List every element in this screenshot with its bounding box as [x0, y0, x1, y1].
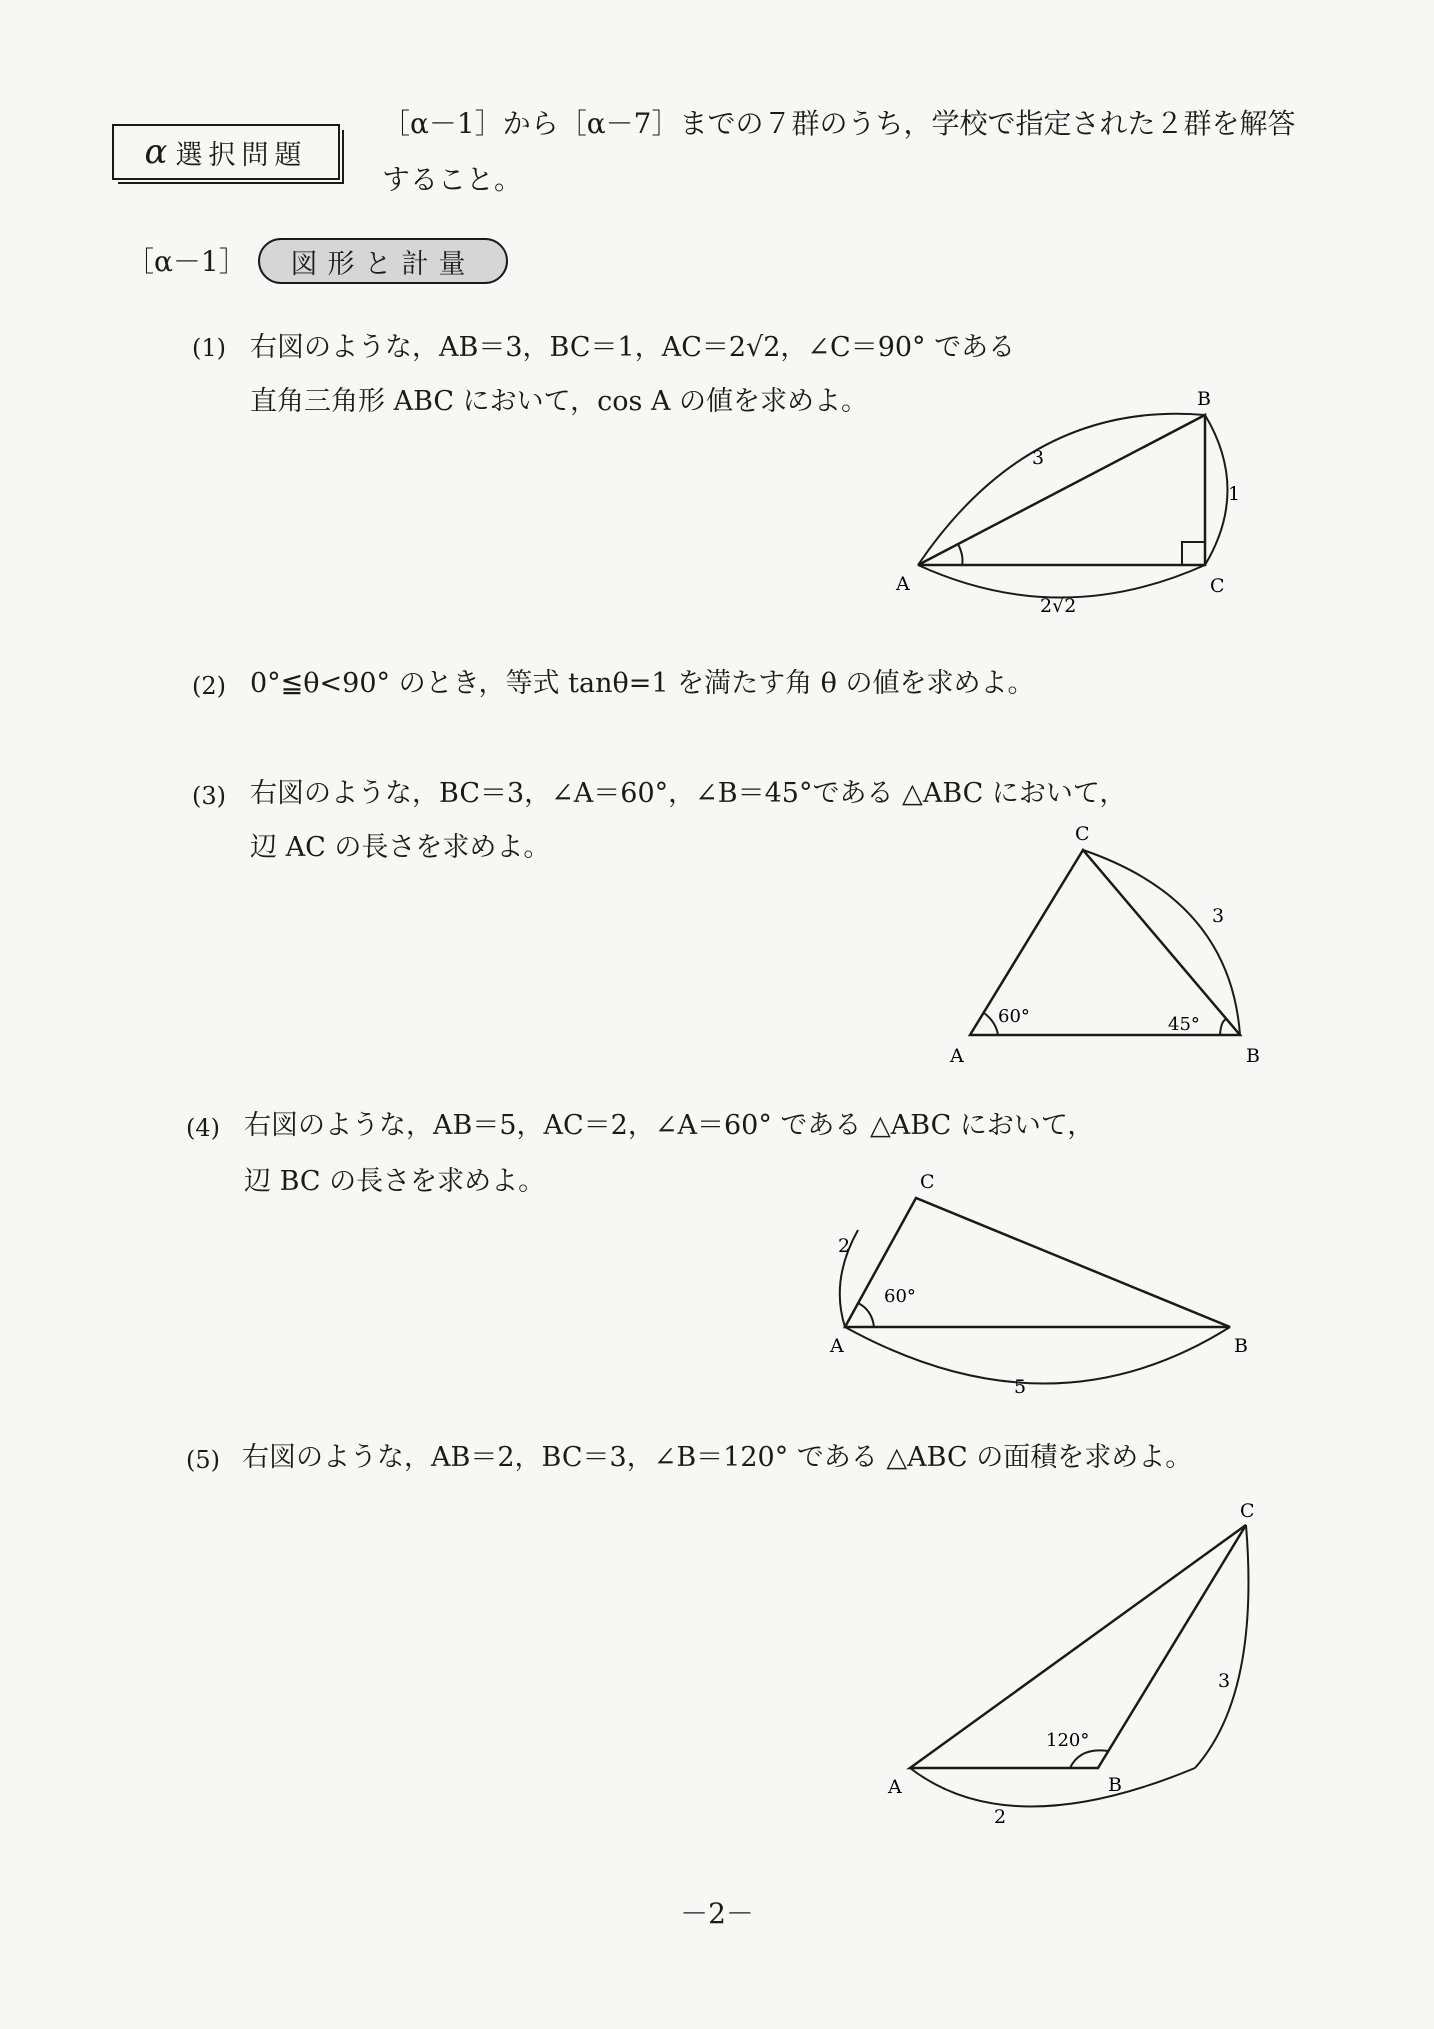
problem-1-line-2: 直角三角形 ABC において，cos A の値を求めよ。 [250, 386, 869, 417]
fig3-label-angle-b: 45° [1168, 1014, 1200, 1035]
fig4-arc-ab [845, 1327, 1230, 1384]
fig1-label-ac: 2√2 [1040, 595, 1077, 617]
fig1-right-angle [1182, 542, 1205, 565]
section-title: 選択問題 [175, 139, 308, 171]
section-alpha: α [144, 132, 168, 172]
fig3-angle-a [984, 1013, 998, 1035]
fig5-label-c: C [1240, 1500, 1255, 1522]
fig1-label-ab: 3 [1032, 447, 1045, 469]
fig3-label-angle-a: 60° [998, 1006, 1030, 1027]
problem-1-line-1: 右図のような，AB＝3，BC＝1，AC＝2√2，∠C＝90° である [250, 332, 1016, 363]
fig4-label-ac: 2 [838, 1235, 851, 1257]
page-number: －2－ [680, 1897, 754, 1930]
problem-5-number: (5) [186, 1446, 220, 1474]
problem-3-number: (3) [192, 782, 226, 810]
problem-2-line-1: 0°≦θ<90° のとき，等式 tanθ=1 を満たす角 θ の値を求めよ。 [250, 668, 1035, 699]
problem-3-figure [930, 820, 1260, 1070]
problem-3-line-2: 辺 AC の長さを求めよ。 [250, 832, 551, 863]
fig1-arc-ac [918, 565, 1205, 598]
fig5-label-ab: 2 [994, 1806, 1007, 1828]
problem-5-figure [880, 1495, 1280, 1835]
problem-5-line-1: 右図のような，AB＝2，BC＝3，∠B＝120° である △ABC の面積を求めよ。 [242, 1442, 1193, 1473]
fig1-label-b: B [1197, 388, 1211, 410]
problem-1-figure [880, 380, 1260, 630]
intro-line-2: すること。 [382, 163, 523, 196]
fig3-label-bc: 3 [1212, 905, 1225, 927]
problem-2-number: (2) [192, 672, 226, 700]
fig1-label-a: A [896, 573, 910, 595]
section-title-box [112, 124, 340, 180]
fig4-angle-a [858, 1303, 874, 1327]
intro-line-1: ［α－1］から［α－7］までの７群のうち，学校で指定された２群を解答 [382, 107, 1296, 140]
fig1-angle-a [958, 544, 963, 565]
problem-4-line-2: 辺 BC の長さを求めよ。 [244, 1166, 546, 1197]
fig5-label-a: A [888, 1776, 902, 1798]
fig4-label-angle-a: 60° [884, 1286, 916, 1307]
fig3-label-c: C [1075, 823, 1090, 845]
fig5-label-b: B [1108, 1774, 1122, 1796]
fig5-label-bc: 3 [1218, 1670, 1231, 1692]
fig3-label-b: B [1246, 1045, 1260, 1067]
fig4-label-ab: 5 [1014, 1376, 1027, 1398]
fig5-arc-ab [910, 1768, 1195, 1807]
problem-1-number: (1) [192, 334, 226, 362]
fig1-label-c: C [1210, 575, 1225, 597]
group-label: ［α－1］ [126, 245, 247, 278]
group-title-pill: 図形と計量 [258, 238, 508, 284]
fig1-arc-bc [1205, 415, 1228, 565]
problem-3-line-1: 右図のような，BC＝3，∠A＝60°，∠B＝45°である △ABC において， [250, 778, 1127, 809]
fig5-label-angle-b: 120° [1046, 1730, 1090, 1751]
problem-4-figure [820, 1160, 1270, 1400]
fig4-label-a: A [830, 1335, 844, 1357]
fig4-label-b: B [1234, 1335, 1248, 1357]
fig3-label-a: A [950, 1045, 964, 1067]
fig5-arc-bc [1195, 1525, 1248, 1768]
fig4-label-c: C [920, 1171, 935, 1193]
problem-4-line-1: 右図のような，AB＝5，AC＝2，∠A＝60° である △ABC において， [244, 1110, 1095, 1141]
fig1-label-bc: 1 [1228, 483, 1241, 505]
fig4-triangle [845, 1198, 1230, 1327]
problem-4-number: (4) [186, 1114, 220, 1142]
fig3-angle-b [1220, 1019, 1227, 1035]
